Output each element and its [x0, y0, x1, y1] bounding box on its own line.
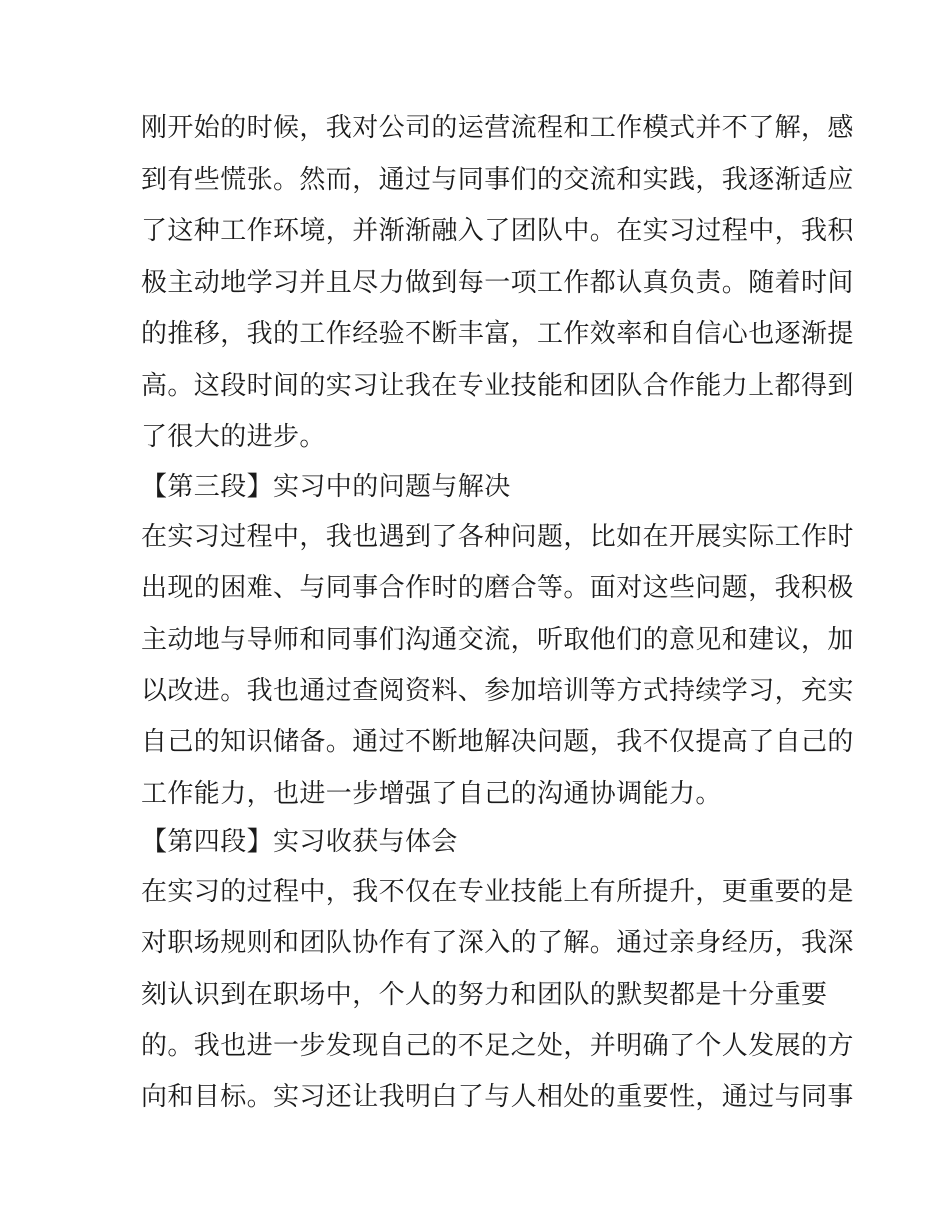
text-line: 在实习过程中，我也遇到了各种问题，比如在开展实际工作时	[141, 522, 854, 552]
text-line: 对职场规则和团队协作有了深入的了解。通过亲身经历，我深	[141, 928, 854, 958]
text-line: 高。这段时间的实习让我在专业技能和团队合作能力上都得到	[141, 371, 854, 401]
text-line: 出现的困难、与同事合作时的磨合等。面对这些问题，我积极	[141, 573, 854, 603]
text-line: 刚开始的时候，我对公司的运营流程和工作模式并不了解，感	[141, 113, 854, 143]
text-line: 向和目标。实习还让我明白了与人相处的重要性，通过与同事	[141, 1082, 854, 1112]
text-line: 的。我也进一步发现自己的不足之处，并明确了个人发展的方	[141, 1031, 854, 1061]
text-line: 的推移，我的工作经验不断丰富，工作效率和自信心也逐渐提	[141, 319, 854, 349]
text-line: 了这种工作环境，并渐渐融入了团队中。在实习过程中，我积	[141, 216, 854, 246]
text-line: 在实习的过程中，我不仅在专业技能上有所提升，更重要的是	[141, 877, 854, 907]
text-line: 刻认识到在职场中，个人的努力和团队的默契都是十分重要	[141, 980, 828, 1010]
text-line: 主动地与导师和同事们沟通交流，听取他们的意见和建议，加	[141, 625, 854, 655]
section-heading: 【第四段】实习收获与体会	[141, 827, 458, 857]
section-heading: 【第三段】实习中的问题与解决	[141, 472, 511, 502]
text-line: 极主动地学习并且尽力做到每一项工作都认真负责。随着时间	[141, 268, 854, 298]
text-line: 以改进。我也通过查阅资料、参加培训等方式持续学习，充实	[141, 676, 854, 706]
text-line: 到有些慌张。然而，通过与同事们的交流和实践，我逐渐适应	[141, 165, 854, 195]
text-line: 了很大的进步。	[141, 422, 326, 452]
text-line: 工作能力，也进一步增强了自己的沟通协调能力。	[141, 779, 722, 809]
text-line: 自己的知识储备。通过不断地解决问题，我不仅提高了自己的	[141, 727, 854, 757]
